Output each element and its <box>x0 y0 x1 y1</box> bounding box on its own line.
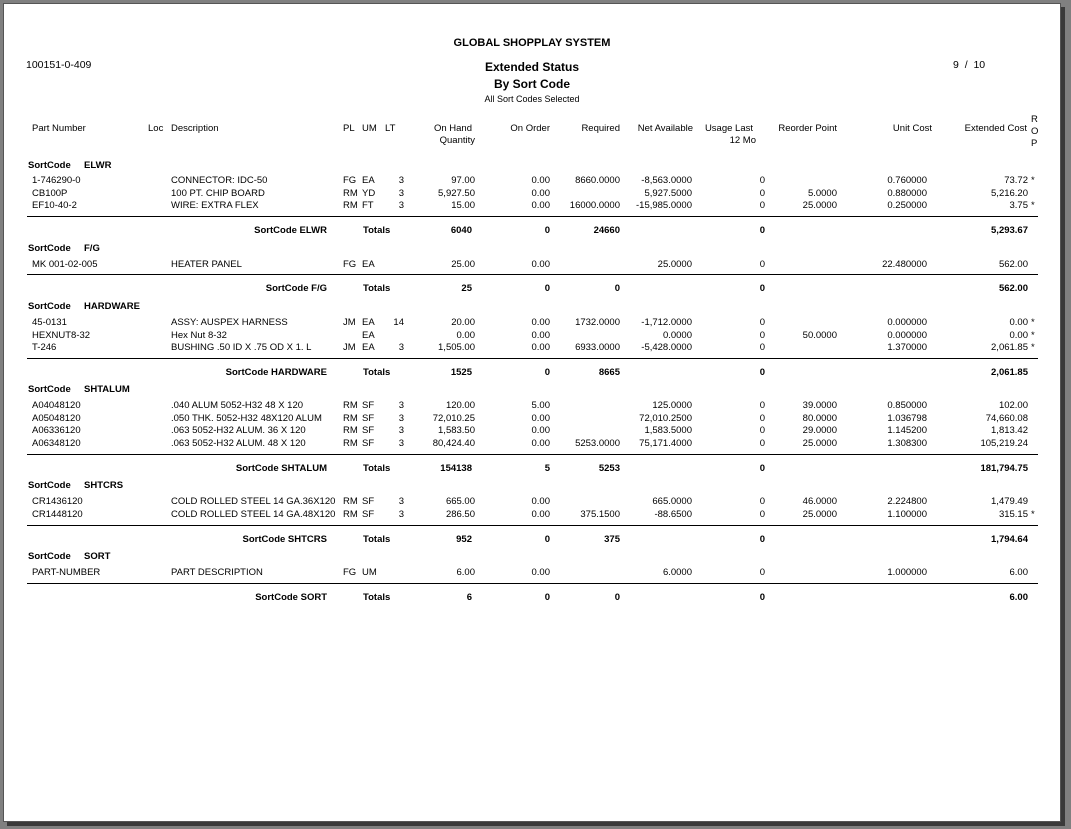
totals-ext: 5,293.67 <box>991 225 1028 236</box>
cell-pl: RM <box>343 200 358 212</box>
cell-lt: 14 <box>393 317 404 328</box>
cell-unit: 0.000000 <box>887 317 927 328</box>
cell-unit: 0.250000 <box>887 200 927 212</box>
totals-onorder: 0 <box>544 283 550 294</box>
totals-divider <box>27 454 1038 455</box>
cell-ext: 6.00 <box>1009 567 1028 578</box>
totals-ext: 181,794.75 <box>980 463 1028 474</box>
cell-lt: 3 <box>398 412 404 424</box>
cell-onhand: 6.00 <box>456 567 475 578</box>
cell-pl: JM <box>343 342 356 354</box>
report-title: Extended Status <box>484 60 580 74</box>
cell-reorder: 39.0000 <box>802 400 837 411</box>
cell-flag: * <box>1031 508 1035 520</box>
cell-usage: 0 <box>759 425 765 437</box>
cell-pl: FG <box>343 259 357 270</box>
cell-part: MK 001-02-005 <box>32 259 98 270</box>
totals-label: SortCode ELWR <box>254 225 327 236</box>
cell-lt: 3 <box>398 425 404 437</box>
cell-usage: 0 <box>759 317 765 328</box>
cell-pl: FG <box>343 175 357 186</box>
col-rop-p: P <box>1031 138 1038 149</box>
col-extended-cost: Extended Cost <box>964 123 1027 134</box>
cell-net: -8,563.0000 <box>641 175 692 186</box>
col-loc: Loc <box>148 123 164 134</box>
col-required: Required <box>581 123 620 134</box>
cell-onorder: 0.00 <box>531 508 550 520</box>
cell-required: 375.1500 <box>580 508 620 520</box>
report-subtitle: By Sort Code <box>493 77 570 91</box>
cell-ext: 1,813.42 <box>991 425 1028 437</box>
totals-onorder: 0 <box>544 534 550 545</box>
report-page <box>3 3 1061 822</box>
col-on-hand: On Hand <box>433 123 472 134</box>
cell-onorder: 0.00 <box>531 438 550 450</box>
cell-um: EA <box>362 175 375 186</box>
cell-um: SF <box>362 412 375 424</box>
cell-ext: 3.75 <box>1009 200 1028 212</box>
cell-net: 25.0000 <box>657 259 692 270</box>
cell-ext: 1,479.49 <box>991 496 1028 507</box>
cell-net: 5,927.5000 <box>644 187 692 199</box>
totals-word: Totals <box>363 283 391 294</box>
totals-required: 24660 <box>593 225 620 236</box>
cell-required: 16000.0000 <box>569 200 620 212</box>
cell-unit: 1.036798 <box>887 412 927 424</box>
col-usage-last: Usage Last <box>704 123 753 134</box>
group-label: SortCode <box>28 384 71 395</box>
cell-unit: 0.000000 <box>887 329 927 341</box>
group-label: SortCode <box>28 243 71 254</box>
group-label: SortCode <box>28 301 71 312</box>
cell-unit: 1.145200 <box>887 425 927 437</box>
totals-divider <box>27 274 1038 275</box>
page-current: 9 <box>953 59 959 71</box>
group-label: SortCode <box>28 160 71 171</box>
cell-onhand: 20.00 <box>451 317 475 328</box>
cell-ext: 5,216.20 <box>991 187 1028 199</box>
cell-desc: COLD ROLLED STEEL 14 GA.36X120 <box>171 496 336 507</box>
cell-onhand: 5,927.50 <box>438 187 475 199</box>
table-row <box>4 200 1060 213</box>
cell-pl: RM <box>343 508 358 520</box>
group-header <box>4 301 1060 314</box>
col-lt: LT <box>385 123 396 134</box>
cell-um: YD <box>362 187 376 199</box>
cell-um: SF <box>362 496 375 507</box>
group-header <box>4 160 1060 173</box>
cell-net: 0.0000 <box>662 329 692 341</box>
cell-part: 1-746290-0 <box>32 175 81 186</box>
totals-ext: 1,794.64 <box>991 534 1028 545</box>
col-rop-o: O <box>1031 126 1039 137</box>
table-row <box>4 317 1060 330</box>
cell-part: 45-0131 <box>32 317 67 328</box>
cell-lt: 3 <box>398 438 404 450</box>
cell-lt: 3 <box>398 508 404 520</box>
totals-label: SortCode HARDWARE <box>225 367 327 378</box>
cell-reorder: 80.0000 <box>802 412 837 424</box>
group-code: SHTCRS <box>84 480 124 491</box>
cell-part: CR1436120 <box>32 496 83 507</box>
cell-unit: 2.224800 <box>887 496 927 507</box>
totals-onorder: 5 <box>544 463 550 474</box>
table-row <box>4 175 1060 188</box>
cell-onorder: 0.00 <box>531 567 550 578</box>
cell-onhand: 1,505.00 <box>438 342 475 354</box>
table-row <box>4 259 1060 272</box>
table-row <box>4 496 1060 509</box>
cell-onorder: 0.00 <box>531 317 550 328</box>
totals-usage: 0 <box>759 283 765 294</box>
cell-onorder: 0.00 <box>531 412 550 424</box>
cell-reorder: 25.0000 <box>802 438 837 450</box>
cell-lt: 3 <box>398 496 404 507</box>
totals-usage: 0 <box>759 367 765 378</box>
group-code: SHTALUM <box>84 384 130 395</box>
table-row <box>4 330 1060 343</box>
totals-required: 8665 <box>598 367 620 378</box>
group-label: SortCode <box>28 480 71 491</box>
cell-onhand: 120.00 <box>445 400 475 411</box>
totals-onhand: 154138 <box>440 463 472 474</box>
col-unit-cost: Unit Cost <box>892 123 932 134</box>
totals-row <box>4 463 1060 476</box>
cell-ext: 102.00 <box>998 400 1028 411</box>
table-row <box>4 413 1060 426</box>
group-header <box>4 480 1060 493</box>
totals-required: 0 <box>614 283 620 294</box>
cell-usage: 0 <box>759 508 765 520</box>
table-row <box>4 438 1060 451</box>
page-number <box>953 59 985 71</box>
table-row <box>4 188 1060 201</box>
cell-ext: 0.00 <box>1009 317 1028 328</box>
cell-net: -15,985.0000 <box>636 200 692 212</box>
cell-desc: COLD ROLLED STEEL 14 GA.48X120 <box>171 508 336 520</box>
cell-desc: .050 THK. 5052-H32 48X120 ALUM <box>171 412 322 424</box>
totals-row <box>4 592 1060 605</box>
cell-um: SF <box>362 400 375 411</box>
table-row <box>4 400 1060 413</box>
cell-net: 6.0000 <box>662 567 692 578</box>
cell-ext: 73.72 <box>1004 175 1028 186</box>
cell-flag: * <box>1031 317 1035 328</box>
cell-part: A05048120 <box>32 412 81 424</box>
cell-desc: .063 5052-H32 ALUM. 48 X 120 <box>171 438 306 450</box>
totals-usage: 0 <box>759 463 765 474</box>
cell-um: EA <box>362 317 375 328</box>
cell-onhand: 665.00 <box>445 496 475 507</box>
cell-onorder: 0.00 <box>531 329 550 341</box>
totals-onhand: 1525 <box>450 367 472 378</box>
totals-onhand: 952 <box>456 534 472 545</box>
cell-onorder: 0.00 <box>531 259 550 270</box>
cell-usage: 0 <box>759 412 765 424</box>
cell-lt: 3 <box>398 187 404 199</box>
totals-onhand: 6 <box>466 592 472 603</box>
cell-usage: 0 <box>759 496 765 507</box>
cell-flag: * <box>1031 175 1035 186</box>
totals-row <box>4 367 1060 380</box>
cell-onorder: 5.00 <box>531 400 550 411</box>
cell-desc: 100 PT. CHIP BOARD <box>171 187 265 199</box>
group-header <box>4 551 1060 564</box>
cell-pl: RM <box>343 400 358 411</box>
cell-pl: RM <box>343 425 358 437</box>
cell-onhand: 80,424.40 <box>432 438 475 450</box>
cell-desc: WIRE: EXTRA FLEX <box>171 200 259 212</box>
cell-net: 75,171.4000 <box>639 438 692 450</box>
totals-word: Totals <box>363 367 391 378</box>
cell-onhand: 15.00 <box>451 200 475 212</box>
totals-label: SortCode SORT <box>255 592 327 603</box>
totals-row <box>4 225 1060 238</box>
cell-part: A04048120 <box>32 400 81 411</box>
totals-word: Totals <box>363 225 391 236</box>
cell-onhand: 286.50 <box>445 508 475 520</box>
cell-desc: BUSHING .50 ID X .75 OD X 1. L <box>171 342 312 354</box>
cell-onorder: 0.00 <box>531 187 550 199</box>
cell-pl: RM <box>343 438 358 450</box>
cell-usage: 0 <box>759 438 765 450</box>
cell-part: PART-NUMBER <box>32 567 101 578</box>
cell-pl: RM <box>343 496 358 507</box>
cell-usage: 0 <box>759 187 765 199</box>
cell-lt: 3 <box>398 200 404 212</box>
cell-part: EF10-40-2 <box>32 200 77 212</box>
totals-divider <box>27 583 1038 584</box>
cell-unit: 0.850000 <box>887 400 927 411</box>
group-code: HARDWARE <box>84 301 140 312</box>
cell-usage: 0 <box>759 329 765 341</box>
cell-reorder: 50.0000 <box>802 329 837 341</box>
cell-flag: * <box>1031 200 1035 212</box>
cell-lt: 3 <box>398 342 404 354</box>
cell-net: 72,010.2500 <box>639 412 692 424</box>
cell-net: -88.6500 <box>654 508 692 520</box>
group-code: F/G <box>84 243 100 254</box>
cell-onorder: 0.00 <box>531 425 550 437</box>
cell-um: EA <box>362 329 375 341</box>
cell-um: SF <box>362 425 375 437</box>
cell-required: 5253.0000 <box>575 438 620 450</box>
cell-onhand: 72,010.25 <box>432 412 475 424</box>
cell-desc: CONNECTOR: IDC-50 <box>171 175 268 186</box>
cell-desc: ASSY: AUSPEX HARNESS <box>171 317 288 328</box>
col-on-order: On Order <box>510 123 550 134</box>
totals-label: SortCode F/G <box>265 283 327 294</box>
totals-row <box>4 534 1060 547</box>
totals-usage: 0 <box>759 534 765 545</box>
totals-usage: 0 <box>759 225 765 236</box>
cell-unit: 1.100000 <box>887 508 927 520</box>
cell-usage: 0 <box>759 400 765 411</box>
cell-part: A06348120 <box>32 438 81 450</box>
totals-label: SortCode SHTALUM <box>235 463 327 474</box>
cell-ext: 562.00 <box>998 259 1028 270</box>
cell-flag: * <box>1031 342 1035 354</box>
cell-ext: 2,061.85 <box>991 342 1028 354</box>
cell-um: SF <box>362 508 375 520</box>
totals-usage: 0 <box>759 592 765 603</box>
cell-usage: 0 <box>759 175 765 186</box>
cell-usage: 0 <box>759 567 765 578</box>
totals-divider <box>27 525 1038 526</box>
cell-unit: 1.370000 <box>887 342 927 354</box>
cell-ext: 105,219.24 <box>980 438 1028 450</box>
cell-usage: 0 <box>759 259 765 270</box>
page-total: 10 <box>973 59 986 71</box>
col-pl: PL <box>343 123 355 134</box>
cell-onhand: 97.00 <box>451 175 475 186</box>
cell-usage: 0 <box>759 200 765 212</box>
cell-net: 1,583.5000 <box>644 425 692 437</box>
cell-unit: 0.880000 <box>887 187 927 199</box>
page-separator: / <box>964 59 968 71</box>
cell-unit: 1.000000 <box>887 567 927 578</box>
cell-onorder: 0.00 <box>531 200 550 212</box>
table-row <box>4 509 1060 522</box>
cell-desc: PART DESCRIPTION <box>171 567 263 578</box>
totals-ext: 6.00 <box>1009 592 1028 603</box>
cell-um: UM <box>362 567 377 578</box>
totals-ext: 2,061.85 <box>991 367 1028 378</box>
cell-pl: RM <box>343 187 358 199</box>
cell-desc: .040 ALUM 5052-H32 48 X 120 <box>171 400 304 411</box>
totals-required: 375 <box>604 534 620 545</box>
cell-part: HEXNUT8-32 <box>32 329 91 341</box>
totals-word: Totals <box>363 534 391 545</box>
group-label: SortCode <box>28 551 71 562</box>
cell-part: A06336120 <box>32 425 81 437</box>
cell-ext: 74,660.08 <box>985 412 1028 424</box>
cell-pl: FG <box>343 567 357 578</box>
cell-desc: .063 5052-H32 ALUM. 36 X 120 <box>171 425 306 437</box>
totals-label: SortCode SHTCRS <box>242 534 327 545</box>
totals-required: 0 <box>614 592 620 603</box>
cell-onorder: 0.00 <box>531 175 550 186</box>
cell-unit: 22.480000 <box>882 259 927 270</box>
cell-lt: 3 <box>398 175 404 186</box>
cell-desc: Hex Nut 8-32 <box>171 329 227 341</box>
cell-um: EA <box>362 259 375 270</box>
totals-divider <box>27 358 1038 359</box>
cell-required: 1732.0000 <box>575 317 620 328</box>
report-id: 100151-0-409 <box>26 59 92 71</box>
cell-net: 125.0000 <box>652 400 692 411</box>
cell-lt: 3 <box>398 400 404 411</box>
table-row <box>4 567 1060 580</box>
cell-onorder: 0.00 <box>531 342 550 354</box>
report-filter: All Sort Codes Selected <box>484 94 580 104</box>
totals-required: 5253 <box>598 463 620 474</box>
system-title: GLOBAL SHOPPLAY SYSTEM <box>453 37 611 49</box>
cell-onorder: 0.00 <box>531 496 550 507</box>
cell-um: FT <box>362 200 374 212</box>
group-header <box>4 243 1060 256</box>
totals-word: Totals <box>363 463 391 474</box>
cell-um: SF <box>362 438 375 450</box>
cell-reorder: 25.0000 <box>802 200 837 212</box>
totals-onorder: 0 <box>544 225 550 236</box>
group-header <box>4 384 1060 397</box>
col-reorder-point: Reorder Point <box>778 123 837 134</box>
group-code: SORT <box>84 551 111 562</box>
col-on-hand-quantity: Quantity <box>439 135 475 146</box>
cell-onhand: 1,583.50 <box>438 425 475 437</box>
cell-flag: * <box>1031 329 1035 341</box>
cell-reorder: 5.0000 <box>807 187 837 199</box>
totals-ext: 562.00 <box>998 283 1028 294</box>
cell-net: 665.0000 <box>652 496 692 507</box>
cell-um: EA <box>362 342 375 354</box>
cell-pl: JM <box>343 317 356 328</box>
totals-row <box>4 283 1060 296</box>
cell-part: T-246 <box>32 342 57 354</box>
cell-reorder: 46.0000 <box>802 496 837 507</box>
cell-required: 8660.0000 <box>575 175 620 186</box>
cell-reorder: 29.0000 <box>802 425 837 437</box>
cell-reorder: 25.0000 <box>802 508 837 520</box>
totals-onorder: 0 <box>544 367 550 378</box>
cell-desc: HEATER PANEL <box>171 259 242 270</box>
totals-onhand: 6040 <box>450 225 472 236</box>
cell-onhand: 0.00 <box>456 329 475 341</box>
cell-pl: RM <box>343 412 358 424</box>
col-rop-r: R <box>1031 114 1038 125</box>
col-net-available: Net Available <box>637 123 693 134</box>
cell-unit: 1.308300 <box>887 438 927 450</box>
group-code: ELWR <box>84 160 112 171</box>
totals-onorder: 0 <box>544 592 550 603</box>
cell-required: 6933.0000 <box>575 342 620 354</box>
col-um: UM <box>362 123 377 134</box>
cell-usage: 0 <box>759 342 765 354</box>
col-usage-12mo: 12 Mo <box>729 135 756 146</box>
totals-word: Totals <box>363 592 391 603</box>
cell-onhand: 25.00 <box>451 259 475 270</box>
totals-divider <box>27 216 1038 217</box>
cell-ext: 315.15 <box>998 508 1028 520</box>
col-part-number: Part Number <box>32 123 86 134</box>
totals-onhand: 25 <box>461 283 472 294</box>
cell-ext: 0.00 <box>1009 329 1028 341</box>
cell-net: -5,428.0000 <box>641 342 692 354</box>
table-row <box>4 342 1060 355</box>
cell-part: CB100P <box>32 187 68 199</box>
cell-part: CR1448120 <box>32 508 83 520</box>
cell-net: -1,712.0000 <box>641 317 692 328</box>
cell-unit: 0.760000 <box>887 175 927 186</box>
col-description: Description <box>171 123 219 134</box>
table-row <box>4 425 1060 438</box>
